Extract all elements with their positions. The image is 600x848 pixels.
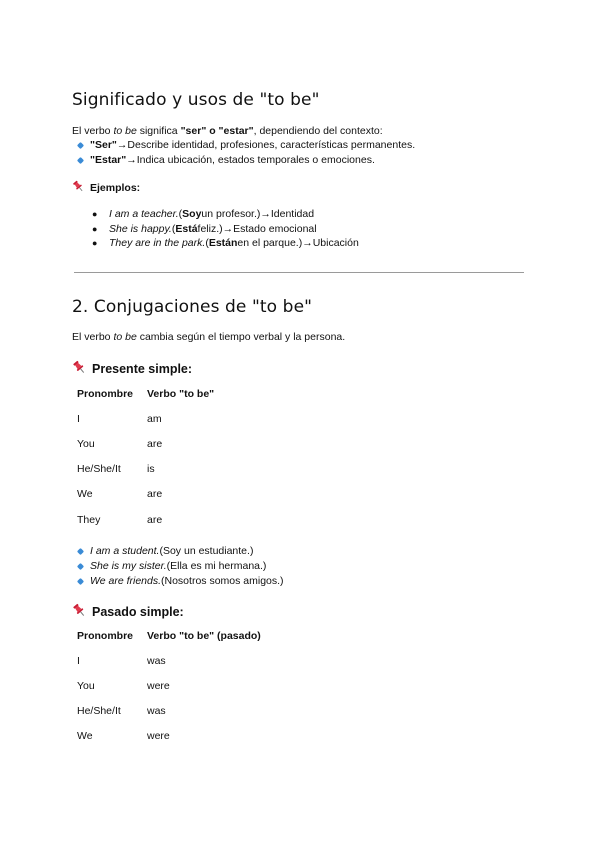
example-es: (Soy un estudiante.) <box>159 545 254 557</box>
section1-intro <box>72 125 383 137</box>
example-text: ( <box>178 208 183 220</box>
blue-diamond-icon <box>77 142 84 149</box>
arrow: → <box>126 154 137 166</box>
example-es: (Nosotros somos amigos.) <box>161 575 284 587</box>
example-text: ( <box>171 222 176 235</box>
pushpin-icon <box>72 603 87 621</box>
horizontal-divider <box>74 272 524 273</box>
intro-bold: "ser" o "estar" <box>180 125 254 137</box>
section2-title: 2. Conjugaciones de "to be" <box>72 297 313 317</box>
bullet-icon: ● <box>92 238 98 248</box>
pronoun-cell: They <box>77 513 101 526</box>
example-en: She is my sister. <box>90 560 167 572</box>
verb-cell: was <box>147 705 166 718</box>
bullet-icon: ● <box>92 209 98 219</box>
column-header: Pronombre <box>77 387 134 400</box>
pronoun-cell: You <box>77 679 95 692</box>
example-es: en el parque.) <box>237 237 303 249</box>
table-row <box>77 431 214 456</box>
example-en: We are friends. <box>90 575 162 587</box>
past-table <box>77 623 261 749</box>
example-category: Identidad <box>270 208 315 220</box>
meaning-desc: Indica ubicación, estados temporales o emociones. <box>136 154 375 166</box>
intro-term: to be <box>113 125 137 137</box>
pronoun-cell: He/She/It <box>77 463 121 476</box>
examples-heading-text: Ejemplos: <box>90 182 141 194</box>
blue-diamond-icon <box>77 578 84 585</box>
verb-cell: am <box>147 412 162 425</box>
meaning-desc: Describe identidad, profesiones, características permanentes. <box>127 139 416 151</box>
table-row <box>77 406 214 431</box>
example-en: I am a teacher. <box>109 208 179 220</box>
blue-diamond-icon <box>77 563 84 570</box>
arrow: → <box>116 139 128 151</box>
example-item <box>92 207 359 222</box>
pushpin-icon <box>72 180 85 196</box>
example-en: I am a student. <box>90 545 160 557</box>
table-row <box>77 724 261 749</box>
arrow: → <box>302 237 313 249</box>
meaning-term: "Ser" <box>90 139 117 151</box>
example-item <box>78 559 284 574</box>
verb-cell: were <box>147 679 170 692</box>
blue-diamond-icon <box>77 548 84 555</box>
arrow: → <box>222 222 234 235</box>
present-examples-list <box>78 544 284 589</box>
pushpin-icon <box>72 360 87 378</box>
example-es: un profesor.) <box>201 208 261 220</box>
verb-cell: were <box>147 730 170 743</box>
example-en: She is happy. <box>109 222 172 235</box>
section2-intro <box>72 331 345 343</box>
past-heading-text: Pasado simple: <box>92 605 184 619</box>
intro-text: significa <box>136 125 181 137</box>
table-row <box>77 648 261 673</box>
present-heading-text: Presente simple: <box>92 362 193 376</box>
example-item <box>78 544 284 559</box>
example-bold: Está <box>175 222 198 235</box>
table-row <box>77 507 214 532</box>
pronoun-cell: We <box>77 730 93 743</box>
verb-cell: are <box>147 488 163 501</box>
column-header: Verbo "to be" <box>147 387 215 400</box>
table-row <box>77 482 214 507</box>
intro-text: cambia según el tiempo verbal y la persona. <box>136 331 346 343</box>
blue-diamond-icon <box>77 157 84 164</box>
meaning-item <box>78 153 415 168</box>
meaning-list <box>78 138 415 168</box>
pronoun-cell: I <box>77 412 80 425</box>
pronoun-cell: You <box>77 437 95 450</box>
example-bold: Soy <box>182 208 202 220</box>
example-bold: Están <box>208 237 238 249</box>
column-header: Verbo "to be" (pasado) <box>147 629 261 642</box>
table-row <box>77 673 261 698</box>
intro-text: , dependiendo del contexto: <box>253 125 383 137</box>
bullet-icon: ● <box>92 223 98 234</box>
meaning-item <box>78 138 415 153</box>
intro-text: El verbo <box>72 125 114 137</box>
pronoun-cell: We <box>77 488 93 501</box>
meaning-term: "Estar" <box>90 154 127 166</box>
table-row <box>77 699 261 724</box>
intro-term: to be <box>113 331 137 343</box>
pronoun-cell: He/She/It <box>77 705 121 718</box>
example-en: They are in the park. <box>109 237 206 249</box>
table-header-row <box>77 381 214 406</box>
verb-cell: are <box>147 437 163 450</box>
pronoun-cell: I <box>77 654 80 667</box>
examples-list <box>92 207 359 251</box>
intro-text: El verbo <box>72 331 114 343</box>
examples-heading <box>72 180 140 196</box>
example-item <box>92 236 359 251</box>
column-header: Pronombre <box>77 629 134 642</box>
section1-title: Significado y usos de "to be" <box>72 90 320 110</box>
example-category: Estado emocional <box>233 222 317 235</box>
example-es: (Ella es mi hermana.) <box>166 560 267 572</box>
example-item <box>78 574 284 589</box>
table-row <box>77 457 214 482</box>
example-es: feliz.) <box>197 222 223 235</box>
example-item <box>92 222 359 237</box>
verb-cell: are <box>147 513 163 526</box>
example-category: Ubicación <box>312 237 359 249</box>
verb-cell: was <box>147 654 166 667</box>
present-table <box>77 381 214 532</box>
verb-cell: is <box>147 463 155 476</box>
arrow: → <box>260 208 271 220</box>
example-text: ( <box>205 237 209 249</box>
present-heading <box>72 360 192 378</box>
past-heading <box>72 603 184 621</box>
table-header-row <box>77 623 261 648</box>
